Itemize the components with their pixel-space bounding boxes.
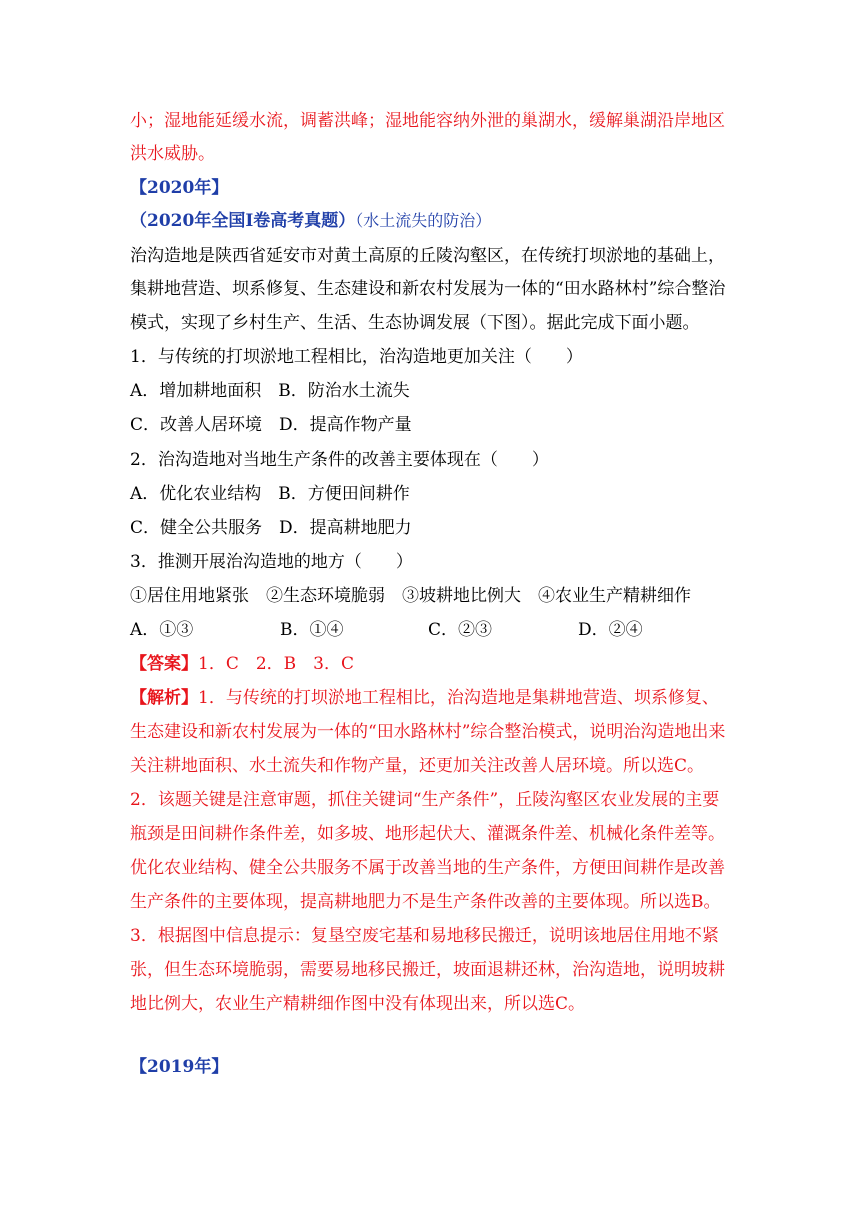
analysis-line-5: 瓶颈是田间耕作条件差，如多坡、地形起伏大、灌溉条件差、机械化条件差等。 — [130, 824, 725, 844]
passage-line-3: 模式，实现了乡村生产、生活、生态协调发展（下图）。据此完成下面小题。 — [130, 313, 700, 333]
answer-label: 【答案】 — [130, 654, 198, 674]
option-d: D．②④ — [578, 620, 643, 640]
intro-line-2: 洪水威胁。 — [130, 144, 215, 164]
analysis-line-9: 张，但生态环境脆弱，需要易地移民搬迁，坡面退耕还林，治沟造地，说明坡耕 — [130, 960, 725, 980]
question-2-options-ab: A．优化农业结构 B．方便田间耕作 — [130, 484, 410, 504]
section-heading-2019: 【2019年】 — [130, 1057, 229, 1077]
analysis-line-7: 生产条件的主要体现，提高耕地肥力不是生产条件改善的主要体现。所以选B。 — [130, 892, 721, 912]
option-a: A．①③ — [130, 620, 194, 640]
analysis-line-4: 2．该题关键是注意审题，抓住关键词“生产条件”，丘陵沟壑区农业发展的主要 — [130, 790, 720, 810]
passage-line-1: 治沟造地是陕西省延安市对黄土高原的丘陵沟壑区，在传统打坝淤地的基础上， — [130, 246, 725, 266]
option-c: C．②③ — [428, 620, 493, 640]
section-heading-2020: 【2020年】 — [130, 178, 229, 198]
passage-line-2: 集耕地营造、坝系修复、生态建设和新农村发展为一体的“田水路林村”综合整治 — [130, 279, 726, 299]
analysis-text-1: 1．与传统的打坝淤地工程相比，治沟造地是集耕地营造、坝系修复、 — [198, 688, 719, 708]
question-1-stem: 1．与传统的打坝淤地工程相比，治沟造地更加关注（ ） — [130, 347, 583, 367]
question-3-stem: 3．推测开展治沟造地的地方（ ） — [130, 552, 413, 572]
analysis-line-10: 地比例大，农业生产精耕细作图中没有体现出来，所以选C。 — [130, 994, 586, 1014]
question-2-stem: 2．治沟造地对当地生产条件的改善主要体现在（ ） — [130, 450, 549, 470]
analysis-line-1 — [130, 687, 719, 709]
intro-line-1: 小；湿地能延缓水流，调蓄洪峰；湿地能容纳外泄的巢湖水，缓解巢湖沿岸地区 — [130, 111, 725, 131]
exam-source: （2020年全国Ⅰ卷高考真题） — [130, 211, 356, 231]
analysis-line-2: 生态建设和新农村发展为一体的“田水路林村”综合整治模式，说明治沟造地出来 — [130, 722, 726, 742]
analysis-label: 【解析】 — [130, 688, 198, 708]
analysis-line-3: 关注耕地面积、水土流失和作物产量，还更加关注改善人居环境。所以选C。 — [130, 756, 705, 776]
answer-line — [130, 653, 354, 675]
question-1-options-cd: C．改善人居环境 D．提高作物产量 — [130, 415, 412, 435]
question-3-items: ①居住用地紧张 ②生态环境脆弱 ③坡耕地比例大 ④农业生产精耕细作 — [130, 586, 691, 606]
question-2-options-cd: C．健全公共服务 D．提高耕地肥力 — [130, 518, 412, 538]
analysis-line-8: 3．根据图中信息提示：复垦空废宅基和易地移民搬迁，说明该地居住用地不紧 — [130, 926, 719, 946]
analysis-line-6: 优化农业结构、健全公共服务不属于改善当地的生产条件，方便田间耕作是改善 — [130, 858, 725, 878]
option-b: B．①④ — [280, 620, 344, 640]
exam-source-line — [130, 210, 491, 232]
question-1-options-ab: A．增加耕地面积 B．防治水土流失 — [130, 381, 410, 401]
answer-text: 1．C 2．B 3．C — [198, 654, 354, 674]
exam-topic: （水土流失的防治） — [355, 211, 492, 230]
